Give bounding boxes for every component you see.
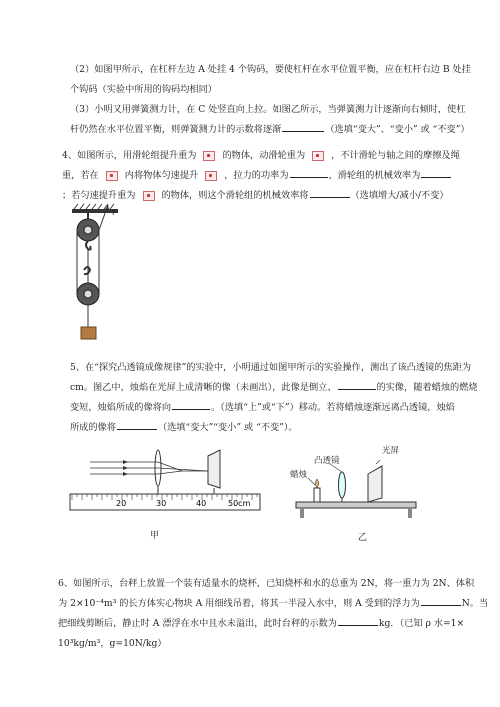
q2-line-1: （2）如图甲所示，在杠杆左边 A 处挂 4 个钩码，要使杠杆在水平位置平衡，应在杠杆右边 B 处挂 xyxy=(70,64,471,75)
answer-blank xyxy=(421,166,451,178)
q5-line-2: cm。图乙中，烛焰在光屏上成清晰的像（未画出），此像是倒立、 的实像，随着蜡烛的燃烧 xyxy=(70,378,470,398)
q3-line-2: 杆仍然在水平位置平衡，则弹簧测力计的示数将逐渐 （选填“变大”、“变小” 或 “不变”） xyxy=(70,120,470,140)
question-4 xyxy=(62,146,482,206)
answer-blank xyxy=(421,594,461,606)
question-5 xyxy=(70,358,478,438)
answer-blank xyxy=(338,378,376,390)
formula-image-icon xyxy=(106,171,118,181)
label-screen: 光屏 xyxy=(382,446,400,456)
q6-line-2: 为 2×10⁻⁴m³ 的长方体实心物块 A 用细线吊着，将其一半浸入水中，则 A 受到的浮力为 N。当 xyxy=(58,594,458,614)
question-6 xyxy=(58,574,489,654)
q6-line-3: 把细线剪断后，静止时 A 漂浮在水中且水未溢出，此时台秤的示数为 kg．（已知 ρ 水=1× xyxy=(58,614,458,634)
ruler-tick-20: 20 xyxy=(116,499,127,508)
q2-line-2: 个钩码（实验中所用的钩码均相同） xyxy=(70,84,217,95)
answer-blank xyxy=(310,186,350,198)
answer-blank xyxy=(290,166,328,178)
figure-jia-lens-ruler xyxy=(68,444,268,520)
q5-line-1: 5、在“探究凸透镜成像规律”的实验中，小明通过如图甲所示的实验操作，测出了该凸透镜的焦距为 xyxy=(70,362,472,373)
q4-line-3: ；若匀速提升重为 的物体，则这个滑轮组的机械效率将 （选填增大/减小/不变） xyxy=(62,186,482,206)
label-lens: 凸透镜 xyxy=(314,456,340,466)
force-label: F xyxy=(112,208,117,217)
question-3 xyxy=(70,100,470,140)
question-2 xyxy=(70,60,470,100)
formula-image-icon xyxy=(205,171,217,181)
figure-yi-bench xyxy=(290,458,430,526)
caption-jia: 甲 xyxy=(150,531,160,541)
answer-blank xyxy=(172,398,210,410)
q5-line-3: 变短，烛焰所成的像将向 。（选填“上”或“下”）移动。若将蜡烛逐渐远离凸透镜，烛焰 xyxy=(70,398,470,418)
answer-blank xyxy=(117,418,157,430)
caption-yi: 乙 xyxy=(358,533,368,543)
answer-blank xyxy=(282,120,324,132)
formula-image-icon xyxy=(312,151,324,161)
formula-image-icon xyxy=(143,191,155,201)
q4-line-1: 4、如图所示，用滑轮组提升重为 的物体，动滑轮重为 ，不计滑轮与轴之间的摩擦及绳 xyxy=(62,150,460,161)
formula-image-icon xyxy=(203,151,215,161)
q5-line-4: 所成的像将 （选填“变大”“变小” 或 “不变”）。 xyxy=(70,418,470,438)
ruler-tick-30: 30 xyxy=(156,499,167,508)
answer-blank xyxy=(338,614,378,626)
q4-line-2: 重，若在 内将物体匀速提升 ，拉力的功率为 ，滑轮组的机械效率为 xyxy=(62,166,482,186)
q6-line-1: 6、如图所示，台秤上放置一个装有适量水的烧杯，已知烧杯和水的总重为 2N，将一重力为 2N、体积 xyxy=(58,578,475,589)
pulley-diagram xyxy=(68,203,138,343)
ruler-tick-50cm: 50cm xyxy=(228,499,251,508)
ruler-tick-40: 40 xyxy=(196,499,207,508)
label-candle: 蜡烛 xyxy=(290,470,308,480)
q6-line-4: 10³kg/m³，g=10N/kg） xyxy=(58,638,167,649)
q3-line-1: （3）小明又用弹簧测力计，在 C 处竖直向上拉。如图乙所示，当弹簧测力计逐渐向右倾时，使杠 xyxy=(70,104,466,115)
